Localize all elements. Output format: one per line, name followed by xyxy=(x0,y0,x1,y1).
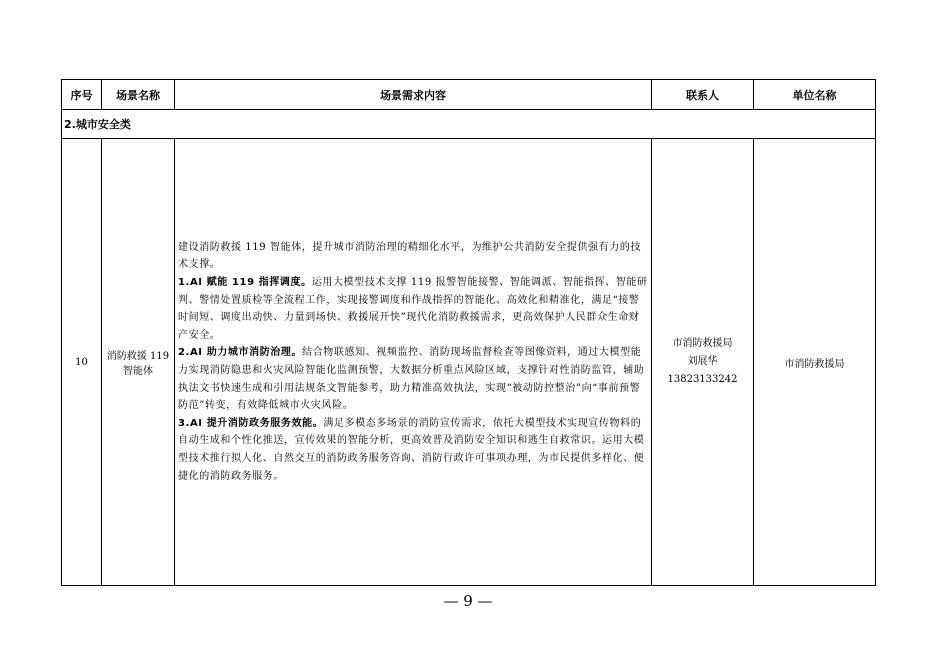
content-item-3-text: 满足多模态多场景的消防宣传需求，依托大模型技术实现宣传物料的自动生成和个性化推送，宣传效果的智能分析，更高效普及消防安全知识和逃生自救常识。运用大模型技术推行拟人化、自然交互的消防政务服务咨询、消防行政许可事项办理，为市民提供多样化、便捷化的消防政务服务。 xyxy=(178,417,645,482)
contact-phone: 13823133242 xyxy=(667,374,738,385)
content-item-2 xyxy=(178,344,648,414)
row-number: 10 xyxy=(62,139,102,586)
content-item-3-heading: 3.AI 提升消防政务服务效能。 xyxy=(178,417,324,429)
content-intro: 建设消防救援 119 智能体，提升城市消防治理的精细化水平，为维护公共消防安全提供强有力的技术支撑。 xyxy=(178,241,642,271)
scene-name-line1: 消防救援 119 xyxy=(106,351,170,362)
scene-name-cell xyxy=(102,139,175,586)
content-item-3 xyxy=(178,415,648,485)
contact-cell xyxy=(652,139,754,586)
table-header-row xyxy=(62,80,876,110)
scene-content-cell xyxy=(175,139,652,586)
header-contact: 联系人 xyxy=(652,80,754,110)
section-row xyxy=(62,110,876,139)
table-row xyxy=(62,139,876,586)
content-item-1-heading: 1.AI 赋能 119 指挥调度。 xyxy=(178,277,312,289)
header-scene-name: 场景名称 xyxy=(102,80,175,110)
contact-name: 刘展华 xyxy=(687,356,718,367)
header-unit-name: 单位名称 xyxy=(754,80,876,110)
page-number: — 9 — xyxy=(443,592,493,610)
content-item-1-text: 运用大模型技术支撑 119 报警智能接警、智能调派、智能指挥、智能研判、警情处置质检等全流程工作，实现接警调度和作战指挥的智能化、高效化和精准化，满足“接警时间短、调度出动快、力量到场快、救援展开快”现代化消防救援需求，更高效保护人民群众生命财产安全。 xyxy=(178,277,648,341)
content-item-2-heading: 2.AI 助力城市消防治理。 xyxy=(178,347,303,359)
scenario-table xyxy=(61,79,876,586)
header-scene-content: 场景需求内容 xyxy=(175,80,652,110)
scene-name-line2: 智能体 xyxy=(123,366,153,377)
content-item-1 xyxy=(178,274,648,344)
header-index: 序号 xyxy=(62,80,102,110)
contact-org: 市消防救援局 xyxy=(672,338,733,349)
content-item-2-text: 结合物联感知、视频监控、消防现场监督检查等图像资料，通过大模型能力实现消防隐患和火灾风险智能化监测预警，大数据分析重点风险区域，支撑针对性消防监管，辅助执法文书快速生成和引用法规条文智能参考，助力精准高效执法，实现“被动防控整治”向“事前预警防范”转变，有效降低城市火灾风险。 xyxy=(178,347,645,412)
section-title: 2.城市安全类 xyxy=(62,110,876,139)
unit-name-cell: 市消防救援局 xyxy=(754,139,876,586)
